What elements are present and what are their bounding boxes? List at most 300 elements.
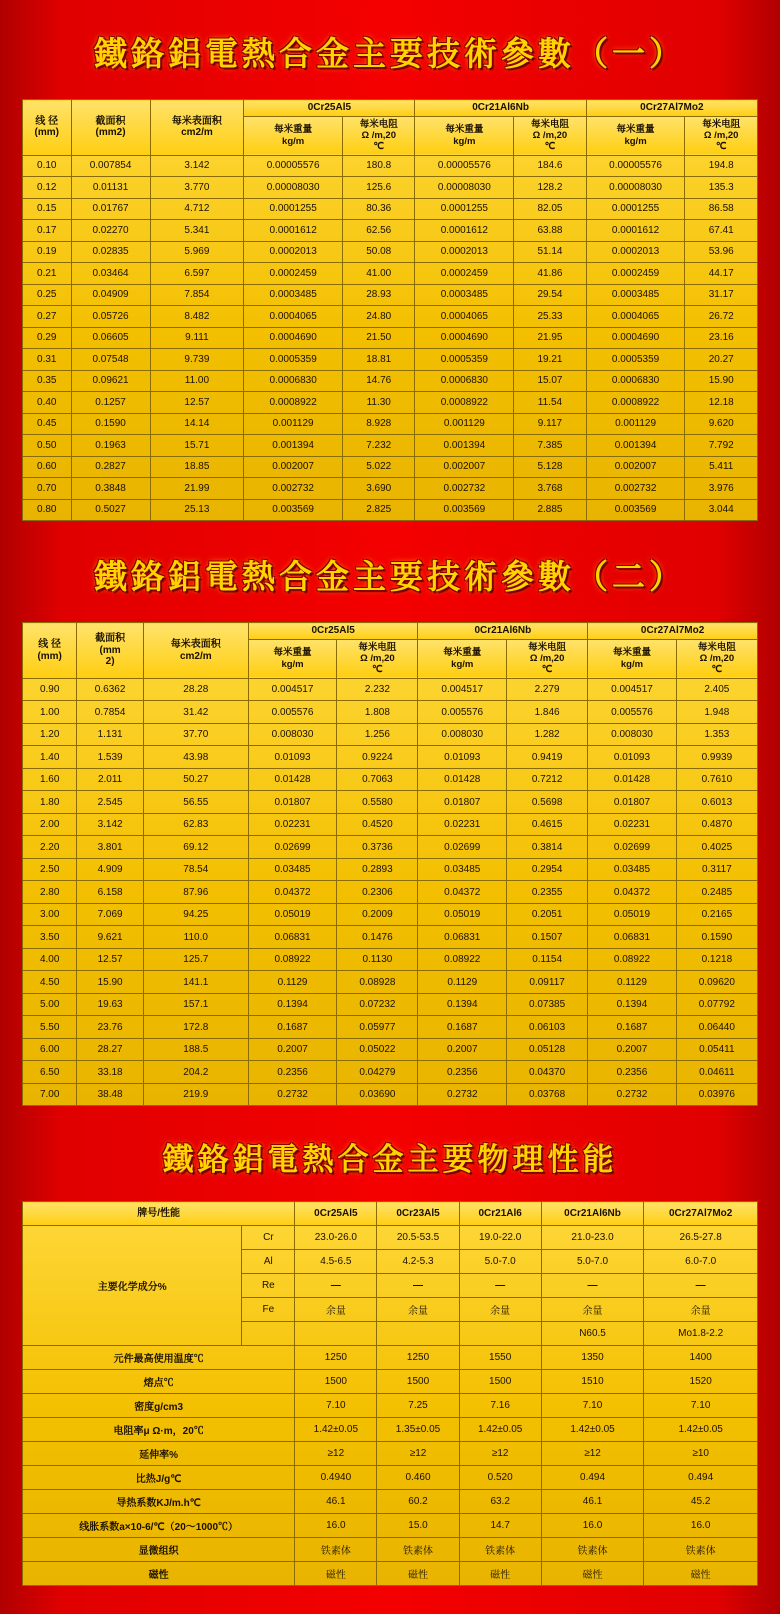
table-cell: 2.405 [676, 678, 757, 701]
table-cell: 0.008030 [418, 723, 507, 746]
header-grade-property: 牌号/性能 [23, 1202, 295, 1226]
table-cell: 铁素体 [644, 1538, 758, 1562]
table-cell: 0.9224 [337, 746, 418, 769]
header-resistance-unit: Ω /m,20 [703, 129, 739, 141]
table-cell: 0.0004065 [586, 306, 685, 328]
property-label: 电阻率μ Ω·m，20℃ [23, 1418, 295, 1442]
table-cell: 0.0001612 [586, 220, 685, 242]
table-cell: 0.0002013 [415, 241, 514, 263]
physical-properties-table [22, 1201, 758, 1586]
table-cell: 0.27 [23, 306, 72, 328]
table-cell: 0.12 [23, 177, 72, 199]
table-cell: 23.76 [77, 1016, 144, 1039]
table-cell: 0.2355 [507, 881, 588, 904]
table-cell: 9.621 [77, 926, 144, 949]
table-cell: 0.008030 [588, 723, 677, 746]
table-cell: 0.02835 [71, 241, 150, 263]
table-cell: 9.739 [150, 349, 244, 371]
table-row [23, 1490, 758, 1514]
table-cell: 1.20 [23, 723, 77, 746]
header-grade-1: 0Cr25Al5 [295, 1202, 377, 1226]
table-cell: 0.005576 [588, 701, 677, 724]
table-cell: 1500 [377, 1370, 459, 1394]
table-row [23, 1370, 758, 1394]
table-cell: 0.7610 [676, 768, 757, 791]
table-row [23, 499, 758, 521]
table-cell: 12.57 [77, 948, 144, 971]
table-cell: 0.35 [23, 370, 72, 392]
table-cell: 141.1 [143, 971, 248, 994]
table-cell: 0.03768 [507, 1083, 588, 1106]
header-surface-area-line1: 每米表面积 [171, 115, 222, 127]
table-cell: 1.42±0.05 [459, 1418, 541, 1442]
table-cell: 0.08922 [588, 948, 677, 971]
table-cell: 1510 [541, 1370, 644, 1394]
header-weight-unit: kg/m [451, 658, 474, 670]
table-row [23, 1226, 758, 1250]
table-cell: 0.01767 [71, 198, 150, 220]
table-cell: 0.1154 [507, 948, 588, 971]
table-cell: 0.2306 [337, 881, 418, 904]
table-cell: 3.044 [685, 499, 758, 521]
table-cell: 0.31 [23, 349, 72, 371]
table-row [23, 813, 758, 836]
table-row [23, 177, 758, 199]
table-cell: 11.30 [342, 392, 415, 414]
page-title-2: 鐵鉻鋁電熱合金主要技術參數（二） [94, 560, 686, 597]
header-surface-area-line1: 每米表面积 [170, 639, 221, 650]
table-cell: 0.02699 [418, 836, 507, 859]
header-alloy-group-2: 0Cr21Al6Nb [418, 623, 588, 640]
table-cell: 6.0-7.0 [644, 1250, 758, 1274]
table-cell: 157.1 [143, 993, 248, 1016]
table-row [23, 791, 758, 814]
table-cell: 26.72 [685, 306, 758, 328]
table-cell: — [295, 1274, 377, 1298]
table-cell: 0.1394 [248, 993, 337, 1016]
table-cell: 0.03464 [71, 263, 150, 285]
table-cell: 0.01428 [418, 768, 507, 791]
table-cell: 0.7212 [507, 768, 588, 791]
table-cell: 8.928 [342, 413, 415, 435]
header-weight-label: 每米重量 [445, 124, 484, 136]
table-cell: 110.0 [143, 926, 248, 949]
table-row [23, 1466, 758, 1490]
table-cell: 铁素体 [459, 1538, 541, 1562]
table-row [23, 903, 758, 926]
header-wire-diameter-line1: 线 径 [38, 639, 62, 650]
table-row [23, 241, 758, 263]
table-cell: 0.03485 [588, 858, 677, 881]
table-cell: 0.15 [23, 198, 72, 220]
table-cell: 16.0 [541, 1514, 644, 1538]
header-weight-unit: kg/m [620, 658, 644, 670]
header-alloy-group-3: 0Cr27Al7Mo2 [588, 623, 758, 640]
table-cell: — [541, 1274, 644, 1298]
table-cell: 0.00008030 [415, 177, 514, 199]
table-cell: 18.81 [342, 349, 415, 371]
table-cell: 0.5698 [507, 791, 588, 814]
table-cell: 0.01428 [248, 768, 337, 791]
table-cell: 16.0 [295, 1514, 377, 1538]
header-wire-diameter [23, 100, 72, 156]
table-cell: 0.0006830 [415, 370, 514, 392]
table-cell: 125.6 [342, 177, 415, 199]
table-cell: 5.0-7.0 [459, 1250, 541, 1274]
table-cell: 0.4520 [337, 813, 418, 836]
table-cell: 82.05 [514, 198, 587, 220]
table-cell: N60.5 [541, 1322, 644, 1346]
table-cell: 余量 [541, 1298, 644, 1322]
table-cell: 0.02699 [248, 836, 337, 859]
table-cell: 0.0003485 [415, 284, 514, 306]
header-resistance-temp: ℃ [711, 664, 723, 676]
table-cell: 0.0002459 [244, 263, 343, 285]
table-cell: 0.2732 [588, 1083, 677, 1106]
table-cell: 25.33 [514, 306, 587, 328]
table-cell: 11.00 [150, 370, 244, 392]
table-cell: 0.02231 [248, 813, 337, 836]
table-cell: 3.770 [150, 177, 244, 199]
table-cell: 21.50 [342, 327, 415, 349]
table-cell: 19.63 [77, 993, 144, 1016]
header-resistance-temp: ℃ [372, 664, 383, 676]
table-cell: 0.003569 [415, 499, 514, 521]
table-cell: 62.56 [342, 220, 415, 242]
header-grade-2: 0Cr23Al5 [377, 1202, 459, 1226]
table-cell: 0.17 [23, 220, 72, 242]
table-cell: 1350 [541, 1346, 644, 1370]
table-cell: 25.13 [150, 499, 244, 521]
table-cell: 15.90 [685, 370, 758, 392]
table-cell: 0.06605 [71, 327, 150, 349]
table-cell: 0.80 [23, 499, 72, 521]
table-cell: 0.0003485 [244, 284, 343, 306]
table-cell: — [644, 1274, 758, 1298]
table-cell: 5.50 [23, 1016, 77, 1039]
table-cell: 磁性 [295, 1562, 377, 1586]
table-cell: 0.2009 [337, 903, 418, 926]
table-cell: 41.86 [514, 263, 587, 285]
table-cell: 0.0001612 [244, 220, 343, 242]
table-cell: 4.712 [150, 198, 244, 220]
table-cell: 28.28 [143, 678, 248, 701]
table-cell: 1500 [459, 1370, 541, 1394]
table-1-head [23, 100, 758, 156]
table-cell: 0.2732 [248, 1083, 337, 1106]
header-weight-3 [586, 116, 685, 155]
table-cell: 12.18 [685, 392, 758, 414]
table-cell: ≥10 [644, 1442, 758, 1466]
table-row [23, 1061, 758, 1084]
table-cell: 184.6 [514, 155, 587, 177]
table-cell: 45.2 [644, 1490, 758, 1514]
table-cell: 0.0005359 [586, 349, 685, 371]
header-resistance-3 [676, 639, 757, 678]
table-cell: 7.792 [685, 435, 758, 457]
table-cell: 2.50 [23, 858, 77, 881]
table-cell: 29.54 [514, 284, 587, 306]
table-cell: 1520 [644, 1370, 758, 1394]
table-row [23, 723, 758, 746]
table-cell: 0.05022 [337, 1038, 418, 1061]
header-surface-area-line2: cm2/m [181, 127, 213, 139]
composition-group-label: 主要化学成分% [23, 1226, 242, 1346]
table-cell: 0.0006830 [244, 370, 343, 392]
table-cell: 19.0-22.0 [459, 1226, 541, 1250]
table-cell: 0.00005576 [244, 155, 343, 177]
header-weight-unit: kg/m [282, 135, 305, 147]
table-cell: 磁性 [459, 1562, 541, 1586]
table-cell: 0.2051 [507, 903, 588, 926]
table-cell: 余量 [459, 1298, 541, 1322]
header-resistance-unit: Ω /m,20 [361, 129, 397, 141]
table-cell: 0.0001255 [244, 198, 343, 220]
header-resistance-label: 每米电阻 [528, 641, 567, 653]
table-cell: 0.3117 [676, 858, 757, 881]
header-surface-area-line2: cm2/m [179, 650, 212, 662]
table-cell: 0.01807 [418, 791, 507, 814]
table-cell: 0.3814 [507, 836, 588, 859]
table-cell: 0.01131 [71, 177, 150, 199]
table-cell: 0.520 [459, 1466, 541, 1490]
table-cell: 14.7 [459, 1514, 541, 1538]
table-cell: — [377, 1274, 459, 1298]
table-row [23, 993, 758, 1016]
table-cell: 0.50 [23, 435, 72, 457]
table-cell: 0.00008030 [244, 177, 343, 199]
table-cell: 0.2007 [248, 1038, 337, 1061]
header-alloy-group-1: 0Cr25Al5 [248, 623, 418, 640]
table-cell: 63.2 [459, 1490, 541, 1514]
table-cell: 1.60 [23, 768, 77, 791]
table-cell [459, 1322, 541, 1346]
tech-parameters-table-1 [22, 99, 758, 521]
table-cell: 0.0002459 [415, 263, 514, 285]
table-cell: 51.14 [514, 241, 587, 263]
table-cell: 0.0004690 [244, 327, 343, 349]
table-row [23, 836, 758, 859]
header-resistance-temp: ℃ [541, 664, 553, 676]
table-cell: 0.07792 [676, 993, 757, 1016]
table-cell: 1.353 [676, 723, 757, 746]
header-surface-area [143, 623, 248, 679]
table-cell: 0.0003485 [586, 284, 685, 306]
table-cell: 31.42 [143, 701, 248, 724]
table-cell: 0.1590 [71, 413, 150, 435]
table-cell: 0.004517 [588, 678, 677, 701]
table-cell: 125.7 [143, 948, 248, 971]
table-cell: 0.0004065 [415, 306, 514, 328]
table-cell: 0.01807 [588, 791, 677, 814]
table-row [23, 768, 758, 791]
table-row [23, 198, 758, 220]
table-cell: ≥12 [459, 1442, 541, 1466]
table-row [23, 349, 758, 371]
table-cell: 0.1130 [337, 948, 418, 971]
table-cell: 20.5-53.5 [377, 1226, 459, 1250]
table-cell: 0.06831 [418, 926, 507, 949]
table-cell: 0.1687 [588, 1016, 677, 1039]
table-cell: 0.04372 [418, 881, 507, 904]
table-cell: 0.001394 [586, 435, 685, 457]
header-weight-3 [588, 639, 677, 678]
table-cell: 56.55 [143, 791, 248, 814]
header-resistance-unit: Ω /m,20 [699, 653, 735, 665]
table-cell: 15.90 [77, 971, 144, 994]
table-cell: 0.04611 [676, 1061, 757, 1084]
table-3-head [23, 1202, 758, 1226]
header-section-area [71, 100, 150, 156]
table-cell: 0.3848 [71, 478, 150, 500]
table-row [23, 263, 758, 285]
table-cell: 0.2954 [507, 858, 588, 881]
table-cell: 0.9939 [676, 746, 757, 769]
header-alloy-group-1: 0Cr25Al5 [244, 100, 415, 117]
table-cell: 0.05019 [418, 903, 507, 926]
table-cell: 0.01093 [248, 746, 337, 769]
table-row [23, 370, 758, 392]
table-cell: 2.825 [342, 499, 415, 521]
table-cell: 0.005576 [418, 701, 507, 724]
table-cell: 0.1129 [588, 971, 677, 994]
table-cell: 0.05411 [676, 1038, 757, 1061]
table-row [23, 155, 758, 177]
table-row [23, 881, 758, 904]
header-resistance-unit: Ω /m,20 [360, 653, 395, 665]
table-cell: — [459, 1274, 541, 1298]
table-row [23, 623, 758, 640]
table-row [23, 306, 758, 328]
table-row [23, 478, 758, 500]
table-cell: 0.00005576 [586, 155, 685, 177]
table-cell: 6.597 [150, 263, 244, 285]
header-weight-unit: kg/m [624, 135, 647, 147]
header-weight-label: 每米重量 [443, 647, 482, 659]
table-cell: 1.42±0.05 [295, 1418, 377, 1442]
table-cell: 0.70 [23, 478, 72, 500]
header-weight-label: 每米重量 [612, 647, 651, 659]
table-cell: 0.2893 [337, 858, 418, 881]
table-cell: 0.004517 [418, 678, 507, 701]
header-section-area-line1: 截面积 [95, 115, 126, 127]
table-cell: 37.70 [143, 723, 248, 746]
table-cell: 4.00 [23, 948, 77, 971]
header-section-area [77, 623, 144, 679]
table-cell: 0.9419 [507, 746, 588, 769]
header-resistance-temp: ℃ [544, 141, 556, 153]
table-cell: 5.969 [150, 241, 244, 263]
header-section-area-line2: (mm [99, 644, 121, 656]
table-cell: 3.142 [77, 813, 144, 836]
table-cell: 0.07385 [507, 993, 588, 1016]
table-row [23, 926, 758, 949]
table-row [23, 746, 758, 769]
table-cell: 4.50 [23, 971, 77, 994]
table-cell: 0.2356 [248, 1061, 337, 1084]
table-cell: 1500 [295, 1370, 377, 1394]
composition-element: Fe [242, 1298, 295, 1322]
table-cell: 80.36 [342, 198, 415, 220]
table-cell: 0.2827 [71, 456, 150, 478]
table-cell: 0.05977 [337, 1016, 418, 1039]
table-cell: 0.2165 [676, 903, 757, 926]
table-cell: 0.0004065 [244, 306, 343, 328]
property-label: 显微组织 [23, 1538, 295, 1562]
table-cell: 7.10 [295, 1394, 377, 1418]
table-1-body [23, 155, 758, 521]
table-cell: 1.00 [23, 701, 77, 724]
table-2-wrapper [0, 622, 780, 1106]
table-cell: 6.00 [23, 1038, 77, 1061]
table-cell: 7.854 [150, 284, 244, 306]
header-section-area-line3: 2) [105, 656, 115, 668]
table-cell: 2.279 [507, 678, 588, 701]
property-label: 延伸率% [23, 1442, 295, 1466]
header-alloy-group-3: 0Cr27Al7Mo2 [586, 100, 757, 117]
table-row [23, 1418, 758, 1442]
table-cell: 0.01428 [588, 768, 677, 791]
table-cell: 46.1 [295, 1490, 377, 1514]
table-cell: 0.002007 [586, 456, 685, 478]
table-row [23, 220, 758, 242]
table-cell: 0.0006830 [586, 370, 685, 392]
table-cell: 9.117 [514, 413, 587, 435]
table-cell: 0.03690 [337, 1083, 418, 1106]
table-cell: 铁素体 [541, 1538, 644, 1562]
page-title-3: 鐵鉻鋁電熱合金主要物理性能 [162, 1142, 618, 1178]
table-cell: 0.01093 [418, 746, 507, 769]
table-row [23, 456, 758, 478]
table-cell: 7.00 [23, 1083, 77, 1106]
table-cell: 41.00 [342, 263, 415, 285]
table-cell: 0.5580 [337, 791, 418, 814]
table-cell: 0.09117 [507, 971, 588, 994]
table-cell: 3.142 [150, 155, 244, 177]
table-cell: 磁性 [541, 1562, 644, 1586]
header-weight-unit: kg/m [453, 135, 476, 147]
table-cell: 0.03485 [418, 858, 507, 881]
table-cell: 0.7854 [77, 701, 144, 724]
header-weight-unit: kg/m [281, 658, 304, 670]
table-row [23, 392, 758, 414]
table-row [23, 858, 758, 881]
table-cell: 0.494 [644, 1466, 758, 1490]
table-cell: 磁性 [644, 1562, 758, 1586]
table-cell: 3.00 [23, 903, 77, 926]
table-cell: 0.003569 [244, 499, 343, 521]
table-cell: 0.45 [23, 413, 72, 435]
table-cell: 0.008030 [248, 723, 337, 746]
property-label: 比热J/g℃ [23, 1466, 295, 1490]
table-cell: 1.846 [507, 701, 588, 724]
header-wire-diameter-line2: (mm) [37, 650, 62, 662]
table-cell: 0.4615 [507, 813, 588, 836]
table-cell: 铁素体 [295, 1538, 377, 1562]
table-cell: 38.48 [77, 1083, 144, 1106]
table-cell: 0.4940 [295, 1466, 377, 1490]
table-cell: 5.341 [150, 220, 244, 242]
header-surface-area [150, 100, 244, 156]
table-cell: 2.885 [514, 499, 587, 521]
header-resistance-temp: ℃ [373, 141, 385, 153]
table-cell: 0.05726 [71, 306, 150, 328]
table-cell: 18.85 [150, 456, 244, 478]
table-cell: 62.83 [143, 813, 248, 836]
table-cell: 0.25 [23, 284, 72, 306]
table-cell: 0.0004690 [415, 327, 514, 349]
table-cell: 2.00 [23, 813, 77, 836]
